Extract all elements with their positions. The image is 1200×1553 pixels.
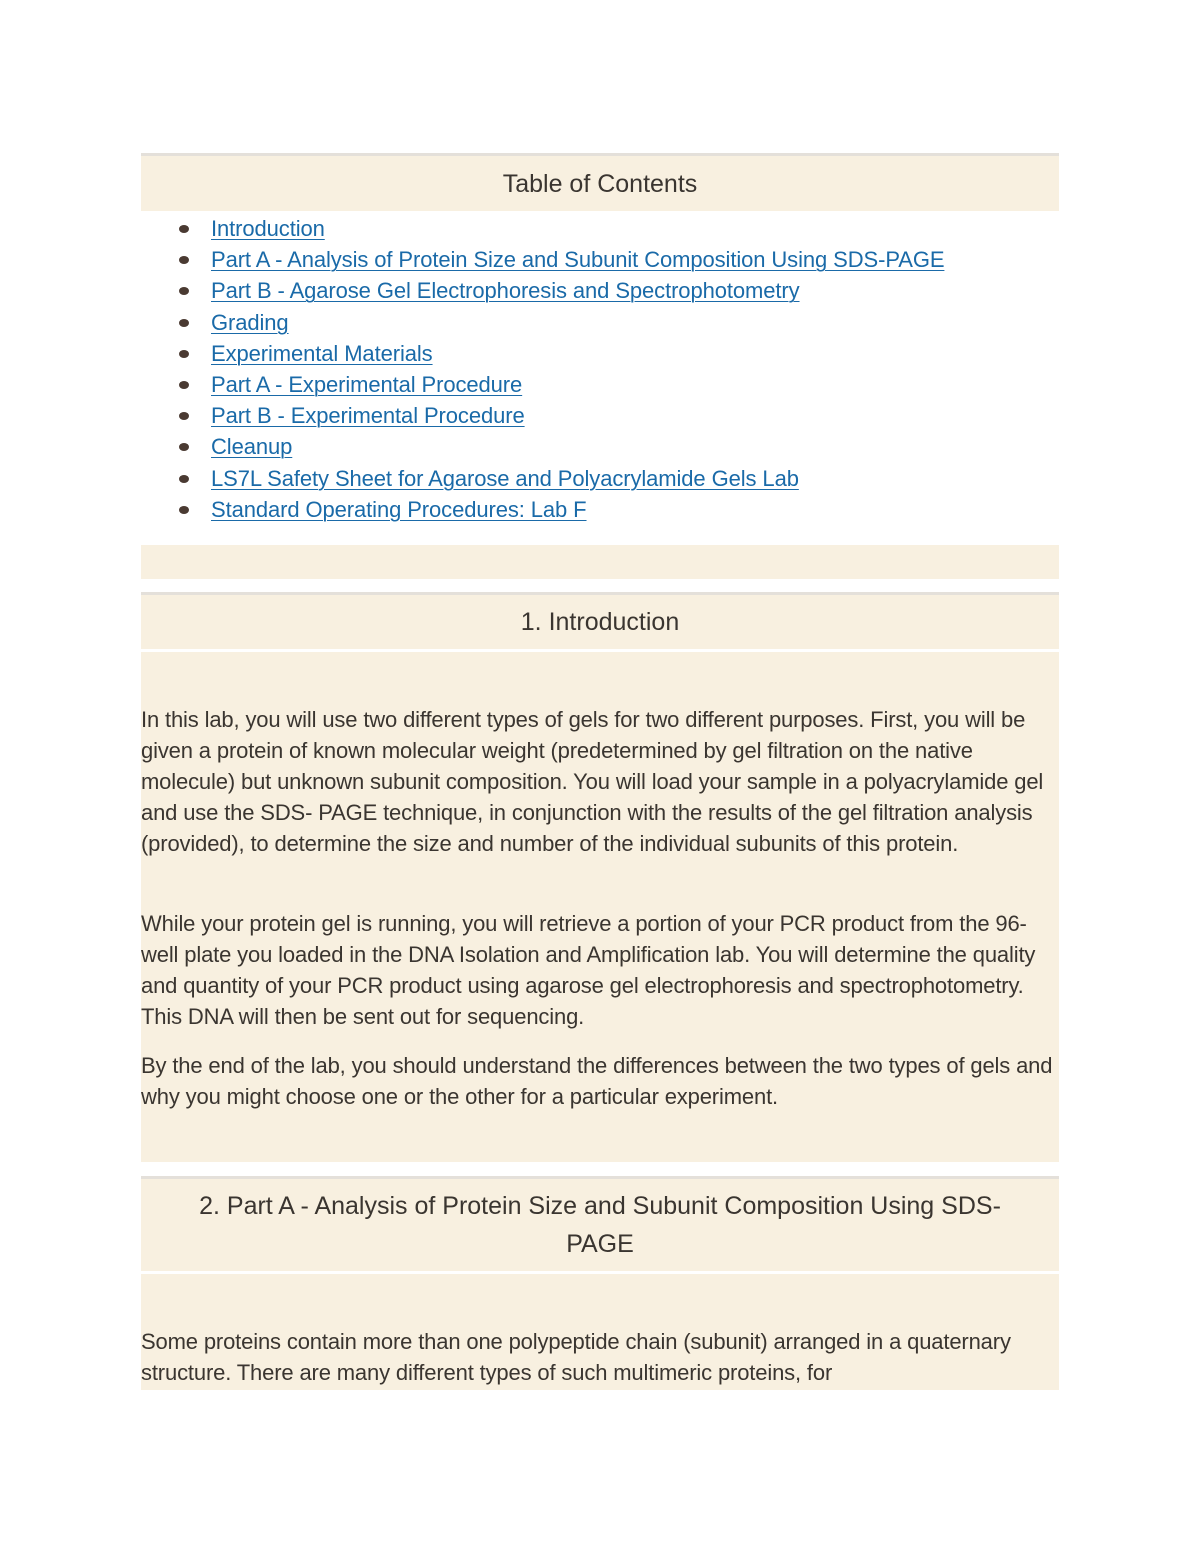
- bullet-icon: [179, 256, 189, 264]
- toc-link-part-b[interactable]: Part B - Agarose Gel Electrophoresis and Spectrophotometry: [211, 278, 800, 304]
- bullet-icon: [179, 381, 189, 389]
- paragraph: In this lab, you will use two different types of gels for two different purposes. First, you will be given a protein of known molecular weight (predetermined by gel filtration on the native molecule) but unknown subunit composition. You will load your sample in a polyacrylamide gel and use the SDS- PAGE technique, in conjunction with the results of the gel filtration analysis (provided), to determine the size and number of the individual subunits of this protein.: [141, 707, 1044, 856]
- toc-link-introduction[interactable]: Introduction: [211, 216, 325, 241]
- toc-link-part-a[interactable]: Part A - Analysis of Protein Size and Subunit Composition Using SDS-PAGE: [211, 247, 945, 273]
- toc-link-part-b-procedure[interactable]: Part B - Experimental Procedure: [211, 403, 525, 429]
- toc-link-grading[interactable]: Grading: [211, 309, 289, 335]
- toc-link-cleanup[interactable]: Cleanup: [211, 434, 293, 460]
- toc-link-experimental-materials[interactable]: Experimental Materials: [211, 340, 433, 366]
- bullet-icon: [179, 350, 189, 358]
- toc-title: Table of Contents: [502, 169, 698, 198]
- toc-item-part-b: [141, 275, 1059, 306]
- bullet-icon: [179, 225, 189, 233]
- toc-link-part-a-procedure[interactable]: Part A - Experimental Procedure: [211, 371, 523, 397]
- toc-item-part-a-procedure: [141, 369, 1059, 400]
- section-header-part-a: [141, 1176, 1059, 1271]
- toc-link-sop[interactable]: Standard Operating Procedures: Lab F: [211, 496, 587, 522]
- toc-item-introduction: [141, 213, 1059, 244]
- bullet-icon: [179, 475, 189, 483]
- toc-item-safety-sheet: [141, 463, 1059, 494]
- bullet-icon: [179, 319, 189, 327]
- toc-item-experimental-materials: [141, 338, 1059, 369]
- toc-item-cleanup: [141, 431, 1059, 462]
- bullet-icon: [179, 412, 189, 420]
- section-body-introduction: [141, 649, 1059, 1162]
- toc-footer-band: [141, 545, 1059, 579]
- toc-header: [141, 153, 1059, 211]
- toc-item-sop: [141, 494, 1059, 525]
- bullet-icon: [179, 443, 189, 451]
- toc-item-grading: [141, 307, 1059, 338]
- section-header-introduction: [141, 592, 1059, 649]
- toc-item-part-b-procedure: [141, 400, 1059, 431]
- toc-link-safety-sheet[interactable]: LS7L Safety Sheet for Agarose and Polyacrylamide Gels Lab: [211, 465, 799, 491]
- paragraph: Some proteins contain more than one polypeptide chain (subunit) arranged in a quaternary structure. There are many different types of such multimeric proteins, for: [141, 1329, 1011, 1385]
- section-body-part-a: [141, 1271, 1059, 1390]
- bullet-icon: [179, 287, 189, 295]
- bullet-icon: [179, 506, 189, 514]
- section-title-introduction: 1. Introduction: [520, 608, 680, 636]
- paragraph: While your protein gel is running, you will retrieve a portion of your PCR product from the 96-well plate you loaded in the DNA Isolation and Amplification lab. You will determine the quality and quantity of your PCR product using agarose gel electrophoresis and spectrophotometry. This DNA will then be sent out for sequencing.: [141, 911, 1036, 1029]
- paragraph: By the end of the lab, you should understand the differences between the two types of gels and why you might choose one or the other for a particular experiment.: [141, 1053, 1053, 1109]
- toc-item-part-a: [141, 244, 1059, 275]
- toc-list: [141, 213, 1059, 525]
- section-title-part-a: 2. Part A - Analysis of Protein Size and Subunit Composition Using SDS-PAGE: [199, 1192, 1001, 1258]
